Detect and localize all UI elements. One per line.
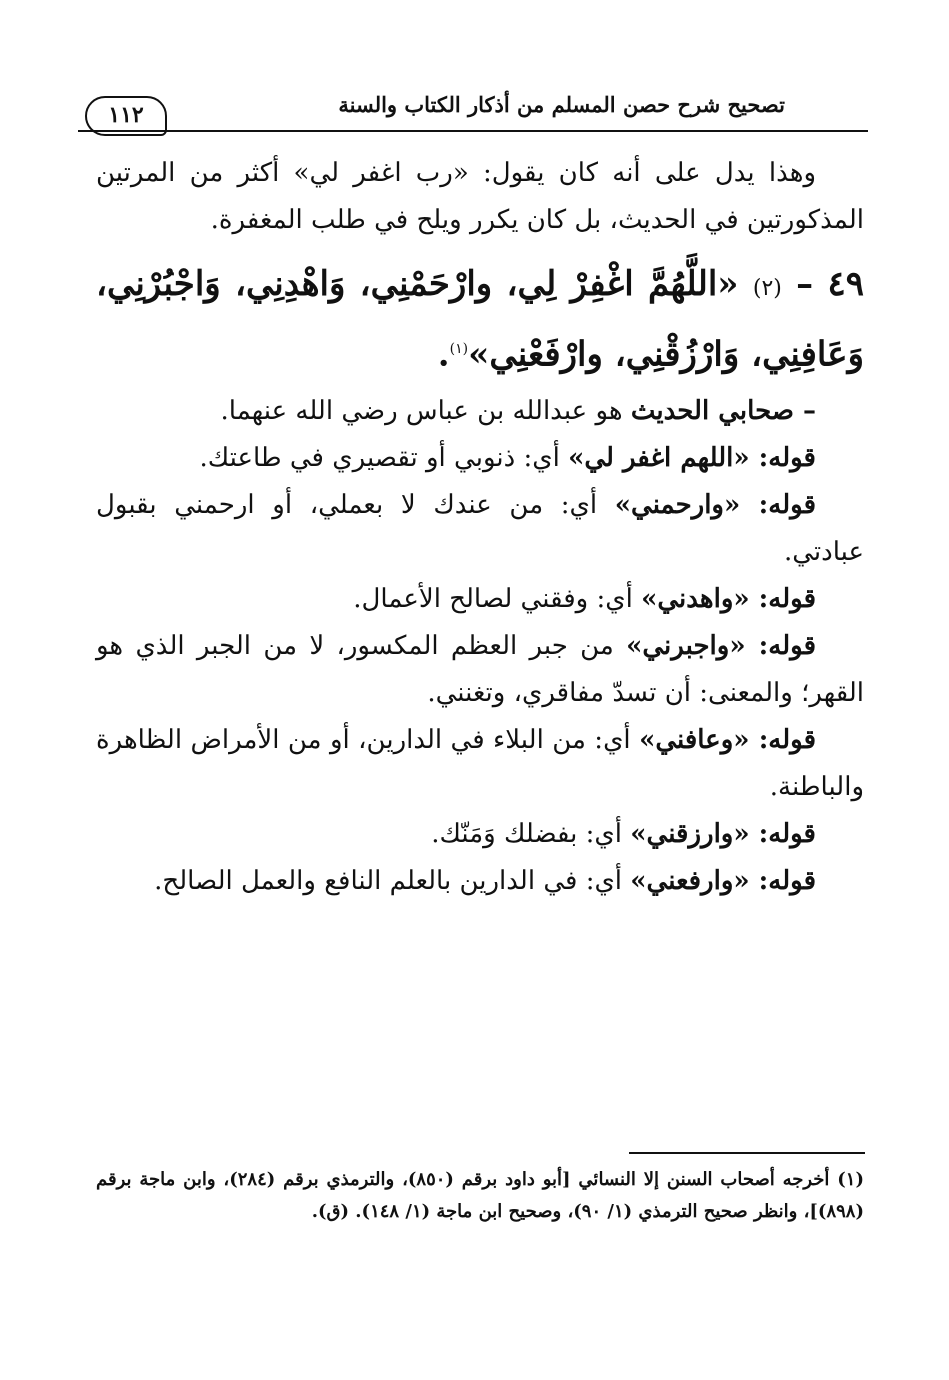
item-text: أي: ذنوبي أو تقصيري في طاعتك.	[199, 443, 560, 474]
item-label: قوله: «واجبرني»	[626, 631, 817, 662]
footnote: (١) أخرجه أصحاب السنن إلا النسائي [أبو داود برقم (٨٥٠)، والترمذي برقم (٢٨٤)، وابن ماجة برقم (٨٩٨)]، وانظر صحيح الترمذي (١/ ٩٠)، وصحيح ابن ماجة (١/ ١٤٨). (ق).	[96, 1169, 864, 1222]
item-text: أي: بفضلك وَمَنّك.	[431, 819, 623, 850]
item-text: أي: في الدارين بالعلم النافع والعمل الصالح.	[154, 866, 623, 897]
item-label: قوله: «واهدني»	[641, 584, 816, 615]
item-text: أي: وفقني لصالح الأعمال.	[353, 584, 633, 615]
item-label: قوله: «اللهم اغفر لي»	[568, 443, 816, 474]
intro-paragraph: وهذا يدل على أنه كان يقول: «رب اغفر لي» أكثر من المرتين المذكورتين في الحديث، بل كان يكرر ويلح في طلب المغفرة.	[96, 158, 864, 235]
running-title: تصحيح شرح حصن المسلم من أذكار الكتاب والسنة	[338, 92, 785, 117]
hadith-block: ٤٩ – (٢) «اللَّهُمَّ اغْفِرْ لِي، وارْحَمْنِي، وَاهْدِنِي، وَاجْبُرْنِي، وَعَافِنِي، وَارْزُقْنِي، وارْفَعْنِي»$^{(١)}$.	[96, 264, 864, 375]
companion-line	[96, 388, 864, 435]
item-label: قوله: «وارزقني»	[630, 819, 816, 850]
explanation-item	[96, 717, 864, 811]
hadith-reference: (٢)	[752, 276, 782, 301]
page-header	[85, 92, 865, 134]
footnote-marker: (١)	[449, 341, 469, 357]
hadith-text: «اللَّهُمَّ اغْفِرْ لِي، وارْحَمْنِي، وَاهْدِنِي، وَاجْبُرْنِي، وَعَافِنِي، وَارْزُقْنِي، وارْفَعْنِي»	[96, 264, 864, 375]
footnote-rule	[629, 1152, 865, 1154]
explanation-item	[96, 623, 864, 717]
item-label: قوله: «وارفعني»	[630, 866, 816, 897]
companion-label: – صحابي الحديث	[630, 396, 816, 427]
page-number: ١١٢	[85, 96, 167, 136]
explanation-item	[96, 482, 864, 576]
hadith-number: ٤٩ –	[796, 264, 864, 304]
item-label: قوله: «وعافني»	[639, 725, 817, 756]
explanation-item	[96, 435, 864, 482]
item-text: أي: من البلاء في الدارين، أو من الأمراض الظاهرة والباطنة.	[96, 725, 864, 803]
item-text: أي: من عندك لا بعملي، أو ارحمني بقبول عبادتي.	[96, 490, 864, 568]
companion-text: هو عبدالله بن عباس رضي الله عنهما.	[220, 396, 623, 427]
explanation-item	[96, 811, 864, 858]
explanation-item	[96, 858, 864, 905]
item-label: قوله: «وارحمني»	[614, 490, 816, 521]
main-text	[96, 150, 864, 905]
explanation-item	[96, 576, 864, 623]
header-rule	[78, 130, 868, 132]
item-text: من جبر العظم المكسور، لا من الجبر الذي هو القهر؛ والمعنى: أن تسدّ مفاقري، وتغنني.	[96, 631, 864, 709]
